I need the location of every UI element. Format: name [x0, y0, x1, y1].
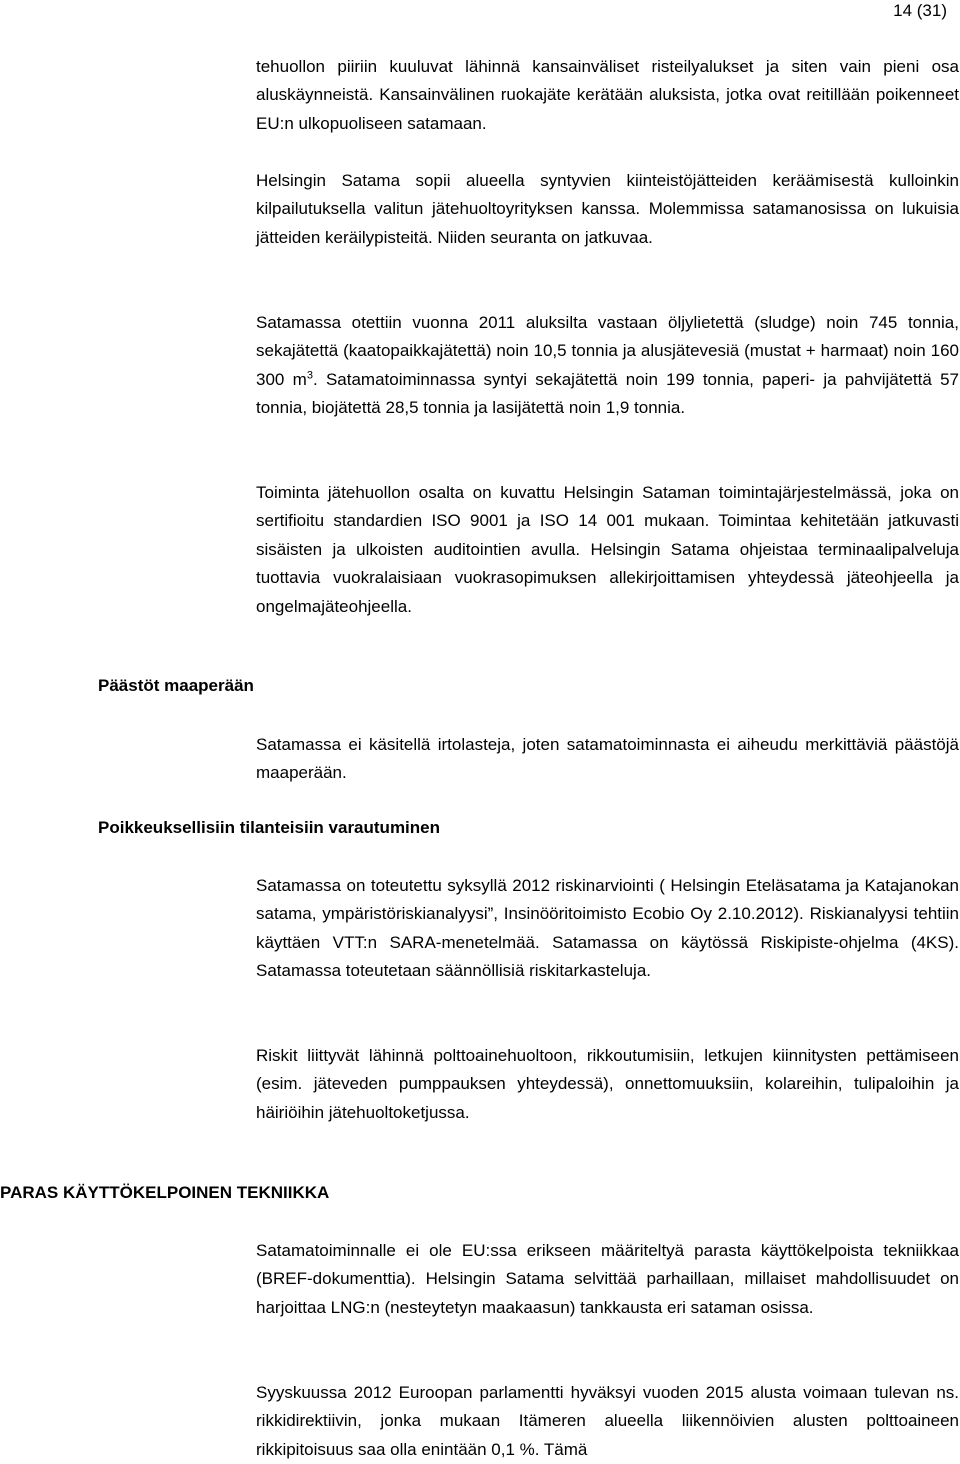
paragraph-toimintajarjestelma: Toiminta jätehuollon osalta on kuvattu Helsingin Sataman toimintajärjestelmässä, joka on sertifioitu standardien ISO 9001 ja ISO 14 001 mukaan. Toimintaa kehitetään jatkuvasti sisäisten ja ulkoisten auditointien avulla. Helsingin Satama ohjeistaa terminaalipalveluja tuottavia vuokralaisiaan vuokrasopimuksen allekirjoittamisen yhteydessä jäteohjeella ja ongelmajäteohjeella.	[256, 483, 959, 616]
paragraph-jatemaarat	[256, 309, 959, 423]
heading-paastot-maaperaan: Päästöt maaperään	[98, 676, 254, 695]
heading-poikkeukselliset-tilanteet: Poikkeuksellisiin tilanteisiin varautuminen	[98, 818, 441, 837]
paragraph-irtolastit: Satamassa ei käsitellä irtolasteja, joten satamatoiminnasta ei aiheudu merkittäviä päästöjä maaperään.	[256, 735, 959, 783]
page-number: 14 (31)	[893, 1, 947, 20]
paragraph-riskinarviointi: Satamassa on toteutettu syksyllä 2012 riskinarviointi ( Helsingin Eteläsatama ja Katajanokan satama, ympäristöriskianalyysi”, Insinööritoimisto Ecobio Oy 2.10.2012). Riskianalyysi tehtiin käyttäen VTT:n SARA-menetelmää. Satamassa on käytössä Riskipiste-ohjelma (4KS). Satamassa toteutetaan säännöllisiä riskitarkasteluja.	[256, 876, 959, 981]
paragraph-jatemaarat-part2: . Satamatoiminnassa syntyi sekajätettä noin 199 tonnia, paperi- ja pahvijätettä 57 tonnia, biojätettä 28,5 tonnia ja lasijätettä noin 1,9 tonnia.	[256, 369, 960, 418]
superscript-3: 3	[306, 369, 313, 382]
paragraph-jatemaarat-part1: Satamassa otettiin vuonna 2011 aluksilta vastaan öljylietettä (sludge) noin 745 tonnia, sekajätettä (kaatopaikkajätettä) noin 10,5 tonnia ja alusjätevesiä (mustat + harmaat) noin 160 300 m	[256, 313, 959, 389]
paragraph-rikkidirektiivi: Syyskuussa 2012 Euroopan parlamentti hyväksyi vuoden 2015 alusta voimaan tulevan ns. rikkidirektiivin, jonka mukaan Itämeren alueella liikennöivien alusten polttoaineen rikkipitoisuus saa olla enintään 0,1 %. Tämä	[256, 1383, 959, 1459]
heading-paras-kayttokelpoinen-tekniikka: PARAS KÄYTTÖKELPOINEN TEKNIIKKA	[0, 1183, 330, 1202]
paragraph-kiinteistojate: Helsingin Satama sopii alueella syntyvien kiinteistöjätteiden keräämisestä kulloinkin kilpailutuksella valitun jätehuoltoyrityksen kanssa. Molemmissa satamanosissa on lukuisia jätteiden keräilypisteitä. Niiden seuranta on jatkuvaa.	[256, 171, 959, 247]
paragraph-bref: Satamatoiminnalle ei ole EU:ssa erikseen määriteltyä parasta käyttökelpoista tekniikkaa (BREF-dokumenttia). Helsingin Satama selvittää parhaillaan, millaiset mahdollisuudet on harjoittaa LNG:n (nesteytetyn maakaasun) tankkausta eri sataman osissa.	[256, 1241, 959, 1317]
paragraph-riskit: Riskit liittyvät lähinnä polttoainehuoltoon, rikkoutumisiin, letkujen kiinnitysten pettämiseen (esim. jäteveden pumppauksen yhteydessä), onnettomuuksiin, kolareihin, tulipaloihin ja häiriöihin jätehuoltoketjussa.	[256, 1046, 959, 1122]
paragraph-ruokajate: tehuollon piiriin kuuluvat lähinnä kansainväliset risteilyalukset ja siten vain pieni osa aluskäynneistä. Kansainvälinen ruokajäte kerätään aluksista, jotka ovat reitillään poikenneet EU:n ulkopuoliseen satamaan.	[256, 57, 959, 133]
